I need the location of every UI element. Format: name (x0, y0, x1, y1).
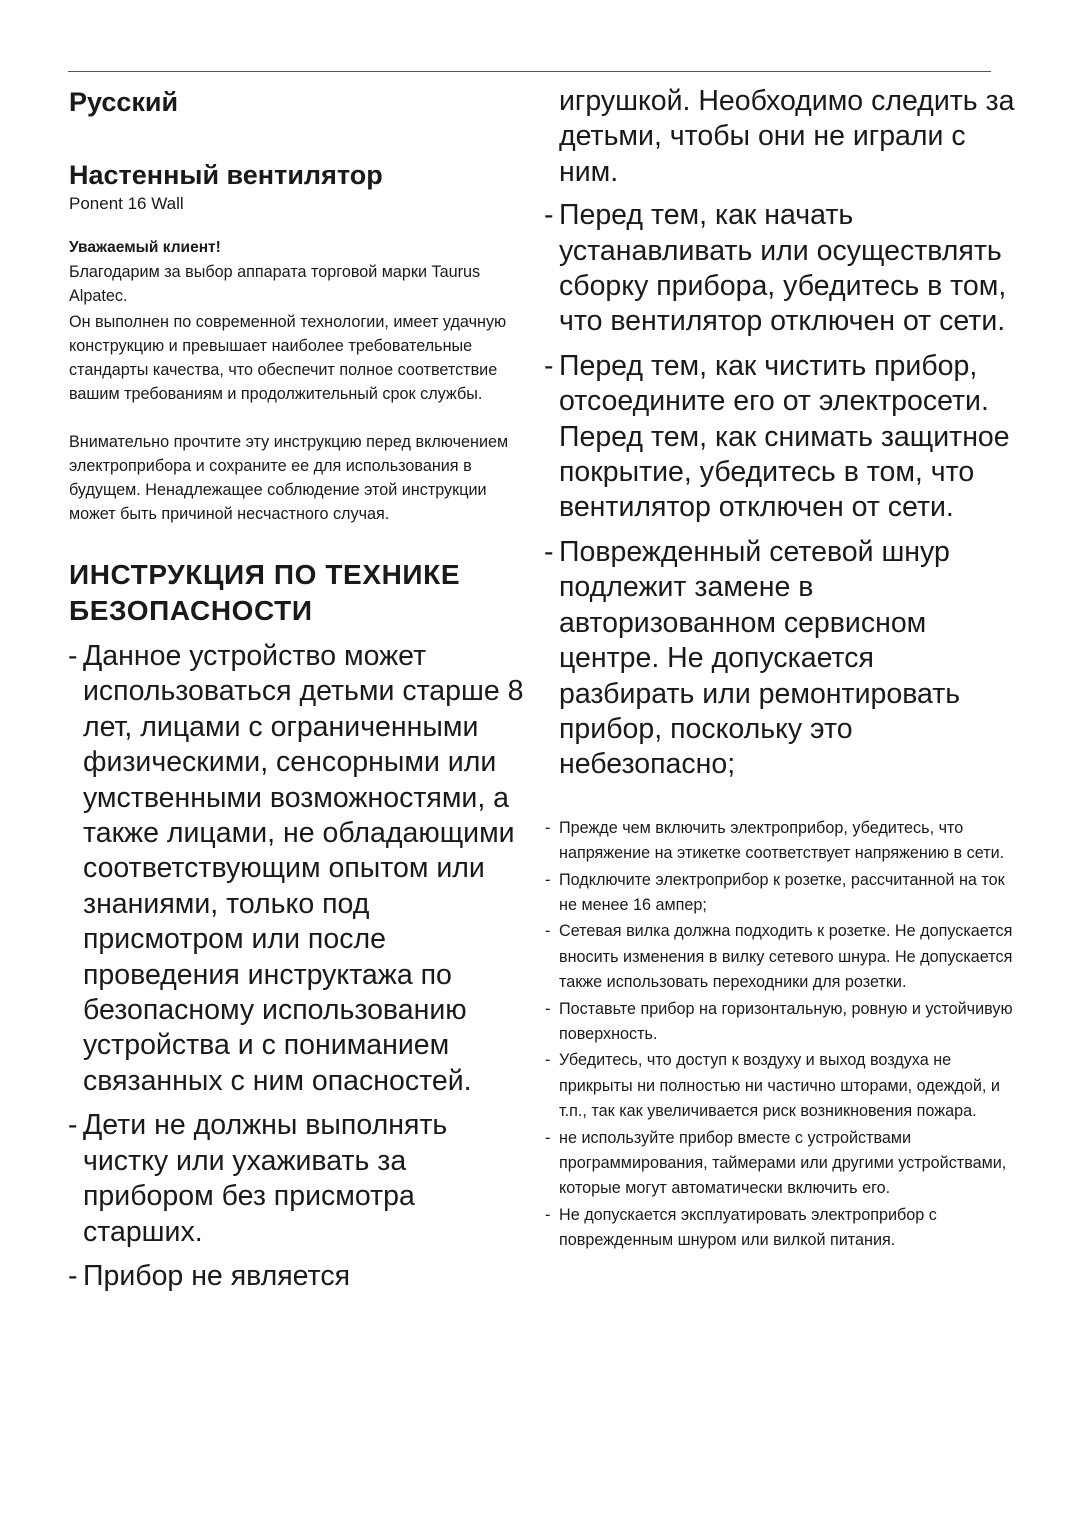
list-item-text: Данное устройство может использоваться детьми старше 8 лет, лицами с ограниченными физическими, сенсорными или умственными возможностями, а также лицами, не обладающими соответствующим опытом или знаниями, только под присмотром или после проведения инструктажа по безопасному использованию устройства и с пониманием связанных с ним опасностей. (83, 640, 524, 1097)
list-item (545, 1126, 1015, 1202)
list-item-text: Прежде чем включить электроприбор, убедитесь, что напряжение на этикетке соответствует напряжению в сети. (559, 818, 1005, 863)
list-item (545, 997, 1015, 1048)
product-title: Настенный вентилятор (69, 160, 383, 190)
list-item (545, 1203, 1015, 1254)
language-heading: Русский (69, 87, 179, 117)
list-dash: - (545, 818, 551, 837)
list-item-text: Прибор не является (83, 1259, 351, 1292)
header-divider (68, 71, 991, 72)
list-item-text: Не допускается эксплуатировать электроприбор с поврежденным шнуром или вилкой питания. (559, 1205, 937, 1250)
greeting: Уважаемый клиент! (69, 239, 221, 256)
list-item-continuation: игрушкой. Необходимо следить за детьми, чтобы они не играли с ним. (559, 85, 1015, 188)
list-dash: - (545, 1128, 551, 1147)
list-item-text: Дети не должны выполнять чистку или ухаживать за прибором без присмотра старших. (83, 1109, 448, 1248)
list-dash: - (544, 199, 554, 232)
list-dash: - (545, 870, 551, 889)
list-dash: - (68, 1259, 78, 1292)
list-dash: - (544, 535, 554, 568)
list-item-text: Поставьте прибор на горизонтальную, ровную и устойчивую поверхность. (559, 999, 1013, 1043)
list-item-text: Убедитесь, что доступ к воздуху и выход воздуха не прикрыты ни полностью ни частично шторами, одеждой, и т.п., так как увеличивается риск возникновения пожара. (559, 1051, 1000, 1121)
list-item-text: Подключите электроприбор к розетке, рассчитанной на ток не менее 16 ампер; (559, 870, 1005, 914)
list-item (545, 868, 1015, 919)
list-item (545, 198, 1015, 340)
list-dash: - (545, 999, 551, 1018)
list-item-text: Поврежденный сетевой шнур подлежит замене в авторизованном сервисном центре. Не допускается разбирать или ремонтировать прибор, поскольку это небезопасно; (559, 535, 961, 781)
list-item-text: Перед тем, как чистить прибор, отсоедините его от электросети. Перед тем, как снимать защитное покрытие, убедитесь в том, что вентилятор отключен от сети. (559, 349, 1010, 524)
product-model: Ponent 16 Wall (69, 194, 184, 213)
list-item (69, 639, 529, 1099)
list-dash: - (68, 640, 78, 672)
safety-list-small (545, 816, 1015, 1254)
list-item (545, 1048, 1015, 1124)
list-item-text: Сетевая вилка должна подходить к розетке. Не допускается вносить изменения в вилку сетевого шнура. Не допускается также использовать переходники для розетки. (559, 922, 1013, 992)
right-column (545, 84, 1015, 1255)
list-dash: - (68, 1109, 78, 1142)
list-item-text: не используйте прибор вместе с устройствами программирования, таймерами или другими устройствами, которые могут автоматически включить его. (559, 1128, 1007, 1198)
intro-paragraph: Благодарим за выбор аппарата торговой марки Taurus Alpatec. (69, 263, 481, 305)
safety-list-right (545, 198, 1015, 783)
safety-heading: ИНСТРУКЦИЯ ПО ТЕХНИКЕ БЕЗОПАСНОСТИ (69, 559, 461, 626)
safety-list-left (69, 639, 529, 1294)
list-item (545, 919, 1015, 995)
list-item (69, 1259, 529, 1294)
intro-paragraph: Он выполнен по современной технологии, имеет удачную конструкцию и превышает наиболее требовательные стандарты качества, что обеспечит полное соответствие вашим требованиям и продолжительный срок службы. (69, 313, 507, 403)
list-dash: - (545, 1051, 551, 1070)
list-dash: - (544, 349, 554, 382)
list-item (545, 349, 1015, 526)
list-dash: - (545, 922, 551, 941)
list-item (545, 816, 1015, 867)
list-item (69, 1108, 529, 1250)
left-column (69, 84, 529, 1303)
list-item-text: Перед тем, как начать устанавливать или осуществлять сборку прибора, убедитесь в том, что вентилятор отключен от сети. (559, 199, 1007, 338)
list-dash: - (545, 1205, 551, 1224)
intro-paragraph: Внимательно прочтите эту инструкцию перед включением электроприбора и сохраните ее для использования в будущем. Ненадлежащее соблюдение этой инструкции может быть причиной несчастного случая. (69, 433, 509, 523)
list-item (545, 535, 1015, 783)
